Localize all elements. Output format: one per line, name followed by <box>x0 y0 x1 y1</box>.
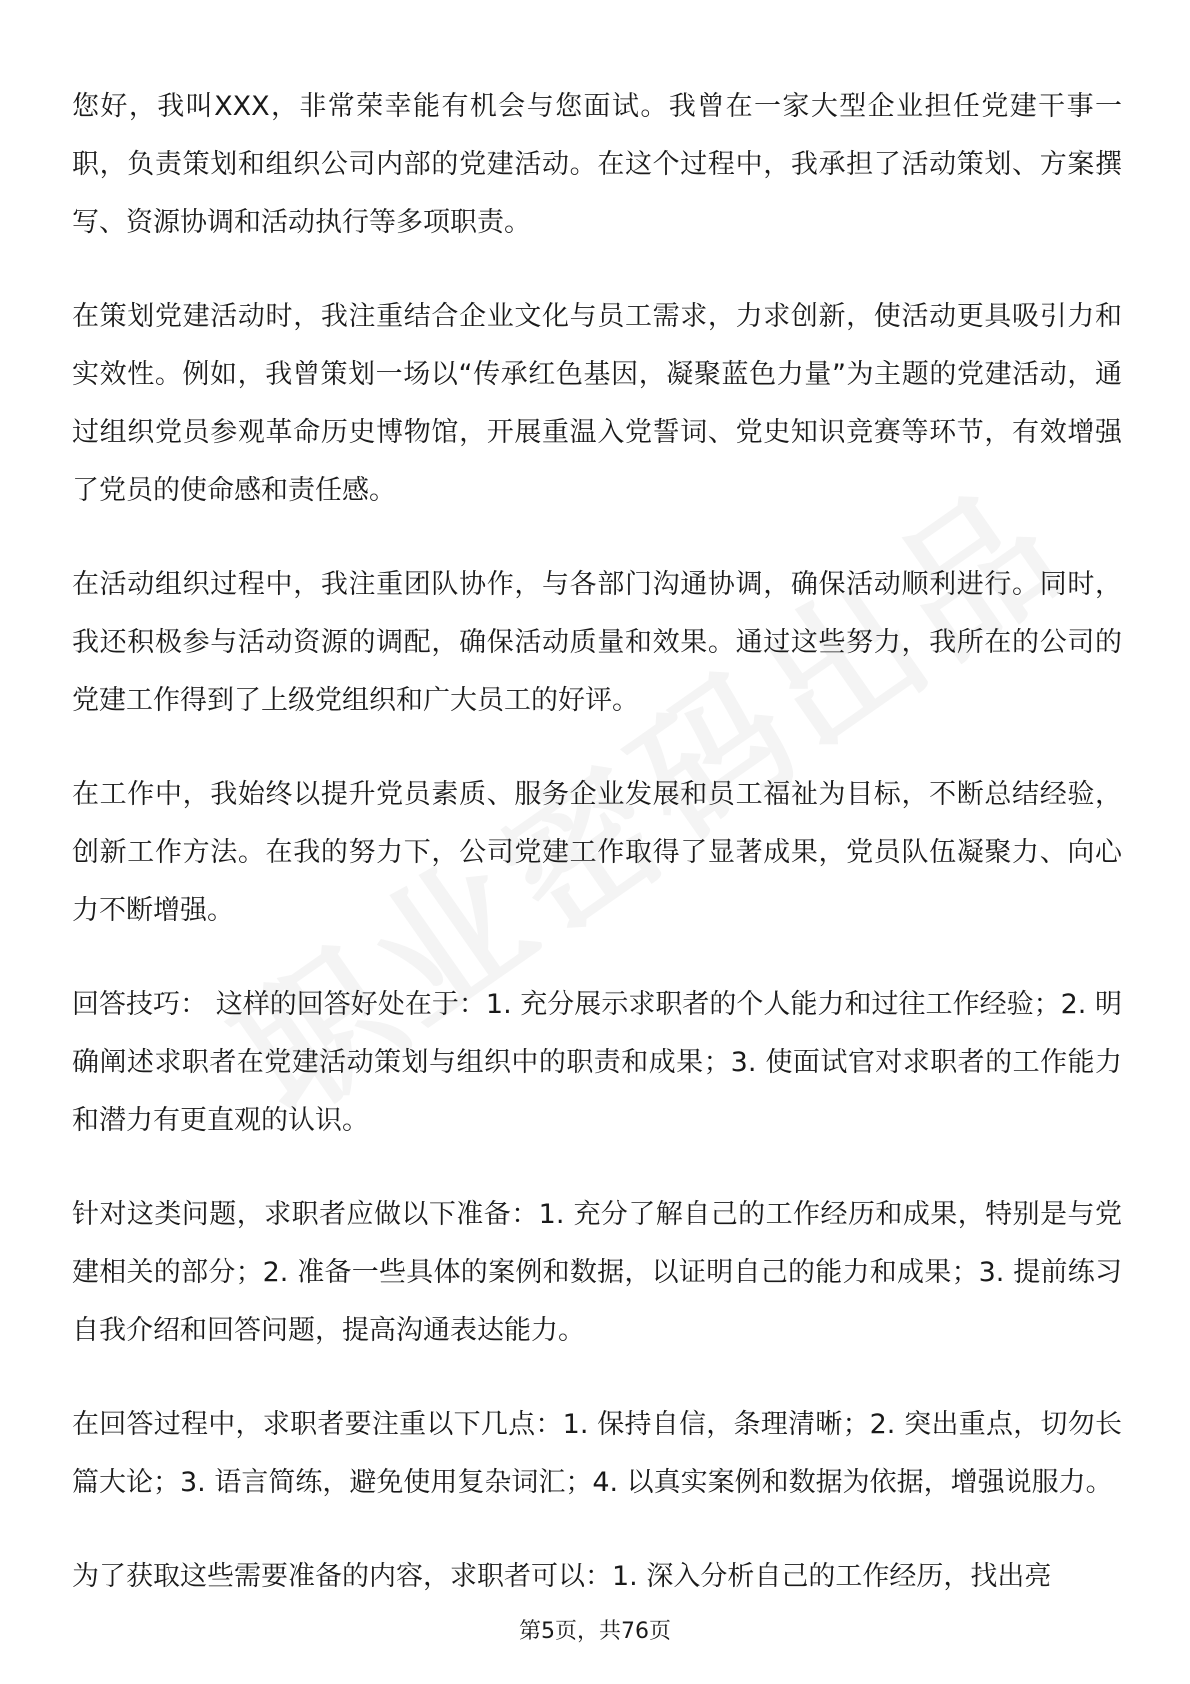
paragraph-results: 在工作中，我始终以提升党员素质、服务企业发展和员工福祉为目标，不断总结经验，创新工作方法。在我的努力下，公司党建工作取得了显著成果，党员队伍凝聚力、向心力不断增强。 <box>72 779 1122 926</box>
paragraph-gathering: 为了获取这些需要准备的内容，求职者可以：1. 深入分析自己的工作经历，找出亮 <box>72 1561 1052 1592</box>
paragraph-answer-points: 在回答过程中，求职者要注重以下几点：1. 保持自信，条理清晰；2. 突出重点，切勿长篇大论；3. 语言简练，避免使用复杂词汇；4. 以真实案例和数据为依据，增强说服力。 <box>72 1409 1122 1498</box>
paragraph-planning: 在策划党建活动时，我注重结合企业文化与员工需求，力求创新，使活动更具吸引力和实效性。例如，我曾策划一场以“传承红色基因，凝聚蓝色力量”为主题的党建活动，通过组织党员参观革命历史博物馆，开展重温入党誓词、党史知识竞赛等环节，有效增强了党员的使命感和责任感。 <box>72 301 1122 506</box>
paragraph-organization: 在活动组织过程中，我注重团队协作，与各部门沟通协调，确保活动顺利进行。同时，我还积极参与活动资源的调配，确保活动质量和效果。通过这些努力，我所在的公司的党建工作得到了上级党组织和广大员工的好评。 <box>72 569 1122 716</box>
paragraph-answer-tips: 回答技巧： 这样的回答好处在于：1. 充分展示求职者的个人能力和过往工作经验；2. 明确阐述求职者在党建活动策划与组织中的职责和成果；3. 使面试官对求职者的工作能力和潜力有更直观的认识。 <box>72 989 1122 1136</box>
document-body <box>72 78 1122 1642</box>
paragraph-intro: 您好，我叫XXX，非常荣幸能有机会与您面试。我曾在一家大型企业担任党建干事一职，负责策划和组织公司内部的党建活动。在这个过程中，我承担了活动策划、方案撰写、资源协调和活动执行等多项职责。 <box>72 91 1122 238</box>
paragraph-preparation: 针对这类问题，求职者应做以下准备：1. 充分了解自己的工作经历和成果，特别是与党建相关的部分；2. 准备一些具体的案例和数据，以证明自己的能力和成果；3. 提前练习自我介绍和回答问题，提高沟通表达能力。 <box>72 1199 1122 1346</box>
page-number: 第5页，共76页 <box>519 1619 671 1644</box>
